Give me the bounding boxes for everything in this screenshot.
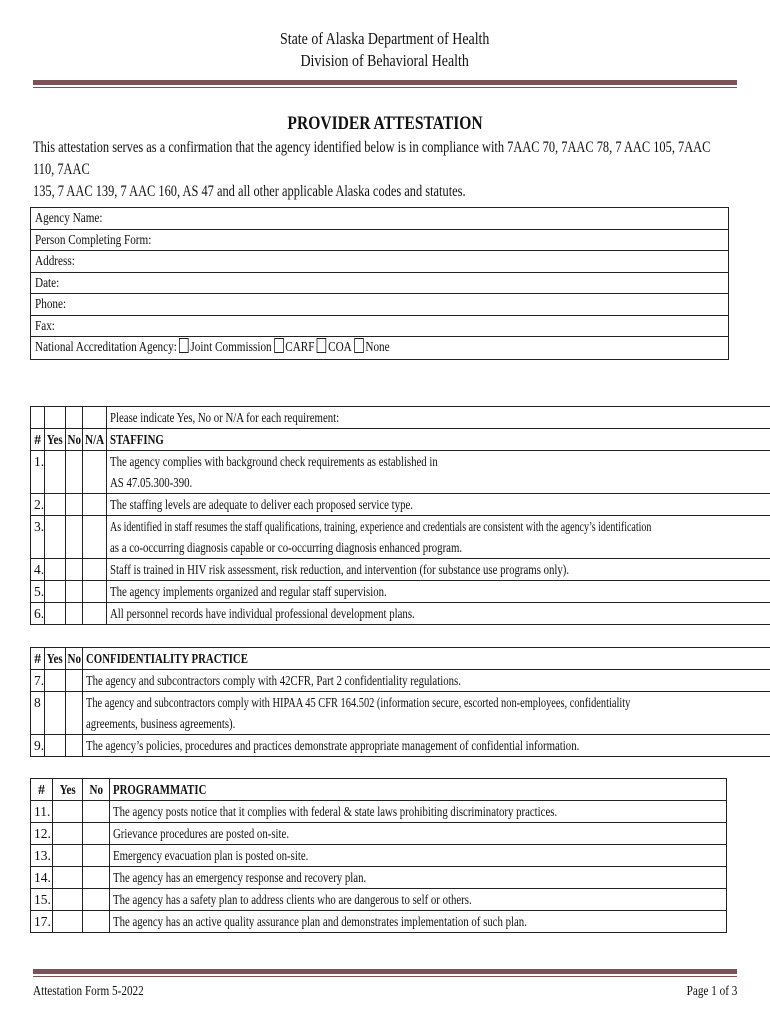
blank-cell <box>83 407 107 429</box>
no-cell[interactable] <box>65 559 83 581</box>
requirement-line: as a co-occurring diagnosis capable or co-occurring diagnosis enhanced program. <box>110 540 463 555</box>
requirement-line: The staffing levels are adequate to deliver each proposed service type. <box>110 497 414 512</box>
person-completing-field[interactable] <box>31 230 728 252</box>
no-cell[interactable] <box>65 581 83 603</box>
table-row <box>31 603 770 625</box>
requirement-line: As identified in staff resumes the staff qualifications, training, experience and credentials are consistent with the agency’s identification <box>110 519 652 534</box>
requirement-text <box>110 889 727 911</box>
requirement-text <box>83 692 770 735</box>
no-cell[interactable] <box>83 889 110 911</box>
row-number: 12. <box>31 823 53 845</box>
confidentiality-header-row <box>31 648 770 670</box>
agency-info-box <box>30 207 729 360</box>
no-header <box>65 648 83 670</box>
accreditation-label: National Accreditation Agency: <box>35 340 177 355</box>
table-row <box>31 494 770 516</box>
table-row <box>31 845 727 867</box>
num-header: # <box>31 779 53 801</box>
accreditation-row <box>31 337 728 359</box>
date-label: Date: <box>35 275 60 291</box>
table-row <box>31 889 727 911</box>
page-title-text: PROVIDER ATTESTATION <box>287 113 483 134</box>
no-cell[interactable] <box>65 451 83 494</box>
instruction-text: Please indicate Yes, No or N/A for each requirement: <box>110 410 340 425</box>
yes-cell[interactable] <box>45 670 66 692</box>
no-cell[interactable] <box>83 801 110 823</box>
yes-header-text: Yes <box>59 782 76 797</box>
fax-label: Fax: <box>35 318 55 334</box>
joint-commission-checkbox[interactable] <box>179 338 189 353</box>
yes-cell[interactable] <box>45 692 66 735</box>
carf-label: CARF <box>285 340 315 355</box>
blank-cell <box>65 407 83 429</box>
row-number: 3. <box>31 516 45 559</box>
no-cell[interactable] <box>65 670 83 692</box>
requirement-line: All personnel records have individual professional development plans. <box>110 606 416 621</box>
header-rule-thin <box>33 87 737 88</box>
requirement-line: The agency and subcontractors comply with HIPAA 45 CFR 164.502 (information secure, escorted non-employees, confidentiality <box>86 695 631 710</box>
header-division: Division of Behavioral Health <box>300 51 470 70</box>
table-row <box>31 867 727 889</box>
requirement-line: The agency posts notice that it complies with federal & state laws prohibiting discriminatory practices. <box>113 804 558 819</box>
no-cell[interactable] <box>65 494 83 516</box>
requirement-text <box>107 494 770 516</box>
staffing-table <box>30 406 770 625</box>
section-header <box>107 429 770 451</box>
requirement-text <box>110 823 727 845</box>
no-header-text: No <box>67 432 81 447</box>
carf-checkbox[interactable] <box>274 338 284 353</box>
yes-cell[interactable] <box>45 735 66 757</box>
yes-cell[interactable] <box>45 516 66 559</box>
row-number: 1. <box>31 451 45 494</box>
requirement-text <box>107 451 770 494</box>
table-row <box>31 559 770 581</box>
no-cell[interactable] <box>83 911 110 933</box>
table-row <box>31 516 770 559</box>
intro-line-2: 135, 7 AAC 139, 7 AAC 160, AS 47 and all other applicable Alaska codes and statutes. <box>33 183 466 200</box>
page-number-text: Page 1 of 3 <box>686 984 737 999</box>
phone-label: Phone: <box>35 297 67 312</box>
yes-header <box>45 648 66 670</box>
yes-header-text: Yes <box>46 651 63 666</box>
requirement-line: The agency’s policies, procedures and practices demonstrate appropriate management of confidential information. <box>86 738 580 753</box>
form-version <box>33 984 171 1000</box>
yes-cell[interactable] <box>53 889 83 911</box>
row-number: 6. <box>31 603 45 625</box>
confidentiality-table <box>30 647 770 757</box>
requirement-line: agreements, business agreements). <box>86 716 236 731</box>
programmatic-table <box>30 778 727 933</box>
form-version-text: Attestation Form 5-2022 <box>33 984 144 999</box>
phone-field[interactable] <box>31 294 728 316</box>
table-row <box>31 451 770 494</box>
requirement-text <box>107 516 770 559</box>
requirement-text <box>107 603 770 625</box>
accreditation-group <box>35 337 390 358</box>
address-label: Address: <box>35 254 75 269</box>
footer-rule-thin <box>33 976 737 977</box>
yes-cell[interactable] <box>45 603 66 625</box>
page-number <box>674 984 737 1000</box>
row-number: 14. <box>31 867 53 889</box>
yes-cell[interactable] <box>53 911 83 933</box>
yes-cell[interactable] <box>45 559 66 581</box>
row-number: 2. <box>31 494 45 516</box>
requirement-text <box>110 801 727 823</box>
requirement-text <box>110 911 727 933</box>
table-row <box>31 581 770 603</box>
coa-checkbox[interactable] <box>317 338 327 353</box>
none-checkbox[interactable] <box>354 338 364 353</box>
no-cell[interactable] <box>65 603 83 625</box>
yes-cell[interactable] <box>53 823 83 845</box>
fax-field[interactable] <box>31 316 728 338</box>
yes-cell[interactable] <box>53 845 83 867</box>
table-row <box>31 911 727 933</box>
yes-header <box>53 779 83 801</box>
row-number: 7. <box>31 670 45 692</box>
no-cell[interactable] <box>65 735 83 757</box>
row-number: 4. <box>31 559 45 581</box>
footer-rule-thick <box>33 969 737 974</box>
instruction-cell <box>107 407 770 429</box>
no-header <box>65 429 83 451</box>
no-cell[interactable] <box>83 823 110 845</box>
header-department: State of Alaska Department of Health <box>280 29 490 48</box>
address-field[interactable] <box>31 251 728 273</box>
row-number: 8 <box>31 692 45 735</box>
blank-cell <box>45 407 66 429</box>
requirement-text <box>107 559 770 581</box>
row-number: 13. <box>31 845 53 867</box>
requirement-line: Grievance procedures are posted on-site. <box>113 826 290 841</box>
programmatic-section-title: PROGRAMMATIC <box>113 782 207 797</box>
requirement-line: AS 47.05.300-390. <box>110 475 193 490</box>
staffing-instruction-row <box>31 407 770 429</box>
confidentiality-section-title: CONFIDENTIALITY PRACTICE <box>86 651 249 666</box>
joint-commission-label: Joint Commission <box>190 340 272 355</box>
section-header <box>110 779 727 801</box>
na-cell[interactable] <box>83 603 107 625</box>
date-field[interactable] <box>31 273 728 295</box>
row-number: 15. <box>31 889 53 911</box>
row-number: 9. <box>31 735 45 757</box>
yes-header-text: Yes <box>46 432 63 447</box>
coa-label: COA <box>328 340 352 355</box>
staffing-section-title: STAFFING <box>110 432 165 447</box>
intro-paragraph <box>33 137 729 203</box>
row-number: 17. <box>31 911 53 933</box>
intro-line-1: This attestation serves as a confirmation that the agency identified below is in compliance with 7AAC 70, 7AAC 78, 7 AAC 105, 7AAC 110, 7AAC <box>33 139 711 178</box>
requirement-line: The agency has an active quality assurance plan and demonstrates implementation of such plan. <box>113 914 527 929</box>
requirement-line: The agency has a safety plan to address clients who are dangerous to self or others. <box>113 892 472 907</box>
requirement-line: The agency has an emergency response and recovery plan. <box>113 870 367 885</box>
blank-cell <box>31 407 45 429</box>
table-row <box>31 692 770 735</box>
programmatic-header-row <box>31 779 727 801</box>
na-cell[interactable] <box>83 451 107 494</box>
page-title <box>0 113 770 135</box>
table-row <box>31 801 727 823</box>
yes-cell[interactable] <box>53 867 83 889</box>
requirement-text <box>83 670 770 692</box>
na-cell[interactable] <box>83 559 107 581</box>
na-header-text: N/A <box>85 432 105 447</box>
table-row <box>31 735 770 757</box>
na-cell[interactable] <box>83 581 107 603</box>
requirement-line: The agency and subcontractors comply with 42CFR, Part 2 confidentiality regulations. <box>86 673 462 688</box>
no-cell[interactable] <box>83 867 110 889</box>
document-header <box>0 28 770 72</box>
row-number: 11. <box>31 801 53 823</box>
num-header: # <box>31 429 45 451</box>
section-header <box>83 648 770 670</box>
num-header: # <box>31 648 45 670</box>
none-label: None <box>365 340 390 355</box>
no-cell[interactable] <box>65 692 83 735</box>
requirement-text <box>107 581 770 603</box>
na-cell[interactable] <box>83 516 107 559</box>
requirement-text <box>110 867 727 889</box>
person-completing-label: Person Completing Form: <box>35 232 152 248</box>
staffing-header-row <box>31 429 770 451</box>
requirement-line: The agency complies with background check requirements as established in <box>110 454 439 469</box>
no-cell[interactable] <box>65 516 83 559</box>
yes-cell[interactable] <box>45 451 66 494</box>
table-row <box>31 670 770 692</box>
agency-name-field[interactable] <box>31 208 728 230</box>
row-number: 5. <box>31 581 45 603</box>
header-rule-thick <box>33 80 737 85</box>
na-header <box>83 429 107 451</box>
requirement-line: Emergency evacuation plan is posted on-site. <box>113 848 309 863</box>
requirement-text <box>110 845 727 867</box>
yes-cell[interactable] <box>53 801 83 823</box>
no-header-text: No <box>89 782 103 797</box>
yes-cell[interactable] <box>45 494 66 516</box>
no-header-text: No <box>67 651 81 666</box>
requirement-text <box>83 735 770 757</box>
no-header <box>83 779 110 801</box>
requirement-line: The agency implements organized and regular staff supervision. <box>110 584 388 599</box>
yes-cell[interactable] <box>45 581 66 603</box>
na-cell[interactable] <box>83 494 107 516</box>
requirement-line: Staff is trained in HIV risk assessment, risk reduction, and intervention (for substance use programs only). <box>110 562 570 577</box>
agency-name-label: Agency Name: <box>35 211 103 226</box>
no-cell[interactable] <box>83 845 110 867</box>
table-row <box>31 823 727 845</box>
yes-header <box>45 429 66 451</box>
